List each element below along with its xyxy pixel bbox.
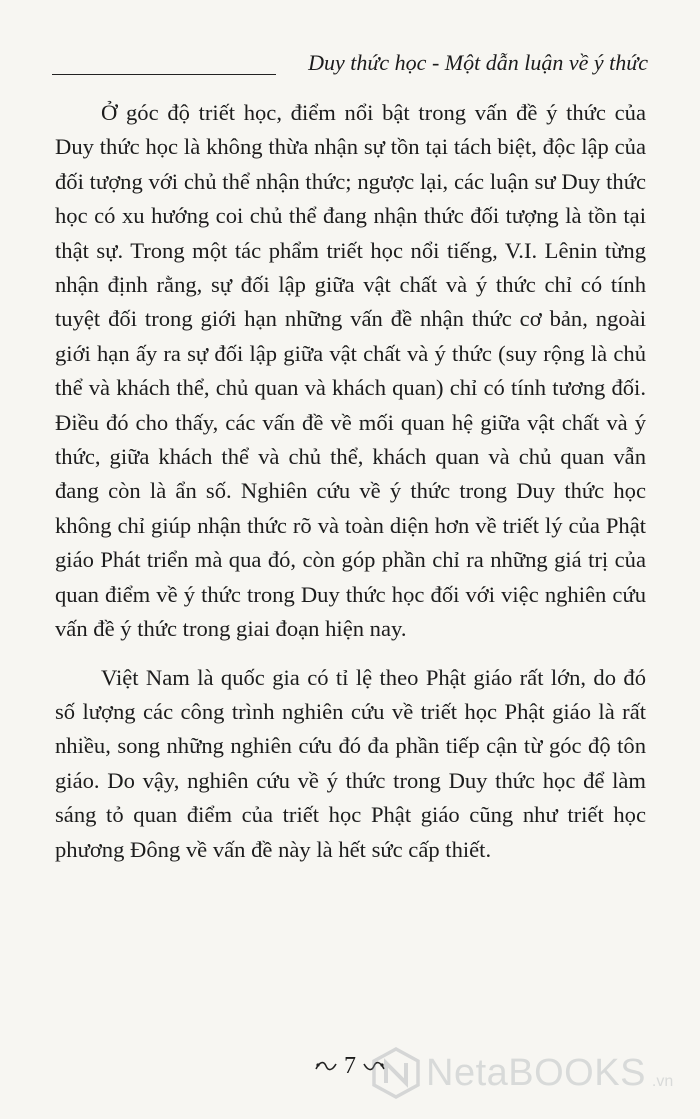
- running-title: Duy thức học - Một dẫn luận về ý thức: [308, 50, 648, 75]
- page-number: 7: [344, 1052, 356, 1079]
- flourish-left-icon: [314, 1059, 338, 1073]
- watermark-tld: .vn: [651, 1073, 674, 1090]
- paragraph-2: Việt Nam là quốc gia có tỉ lệ theo Phật giáo rất lớn, do đó số lượng các công trình nghiên cứu về triết học Phật giáo là rất nhiều, song những nghiên cứu đó đa phần tiếp cận từ góc độ tôn giáo. Do vậy, nghiên cứu về ý thức trong Duy thức học để làm sáng tỏ quan điểm của triết học Phật giáo cũng như triết học phương Đông về vấn đề này là hết sức cấp thiết.: [55, 664, 646, 862]
- watermark: [372, 1045, 692, 1101]
- netabooks-logo-icon: [372, 1047, 420, 1099]
- body-text: [55, 96, 646, 867]
- running-header: [52, 44, 648, 84]
- paragraph-1: Ở góc độ triết học, điểm nổi bật trong vấn đề ý thức của Duy thức học là không thừa nhận sự tồn tại tách biệt, độc lập của đối tượng với chủ thể nhận thức; ngược lại, các luận sư Duy thức học có xu hướng coi chủ thể đang nhận thức đối tượng là tồn tại thật sự. Trong một tác phẩm triết học nổi tiếng, V.I. Lênin từng nhận định rằng, sự đối lập giữa vật chất và ý thức chỉ có tính tuyệt đối trong giới hạn những vấn đề nhận thức cơ bản, ngoài giới hạn ấy ra sự đối lập giữa vật chất và ý thức (suy rộng là chủ thể và khách thể, chủ quan và khách quan) chỉ có tính tương đối. Điều đó cho thấy, các vấn đề về mối quan hệ giữa vật chất và ý thức, giữa khách thể và chủ thể, khách quan và chủ quan vẫn đang còn là ẩn số. Nghiên cứu về ý thức trong Duy thức học không chỉ giúp nhận thức rõ và toàn diện hơn về triết lý của Phật giáo Phát triển mà qua đó, còn góp phần chỉ ra những giá trị của quan điểm về ý thức trong Duy thức học đối với việc nghiên cứu vấn đề ý thức trong giai đoạn hiện nay.: [55, 100, 646, 642]
- watermark-name: NetaBOOKS: [426, 1051, 646, 1094]
- header-rule: [52, 74, 276, 75]
